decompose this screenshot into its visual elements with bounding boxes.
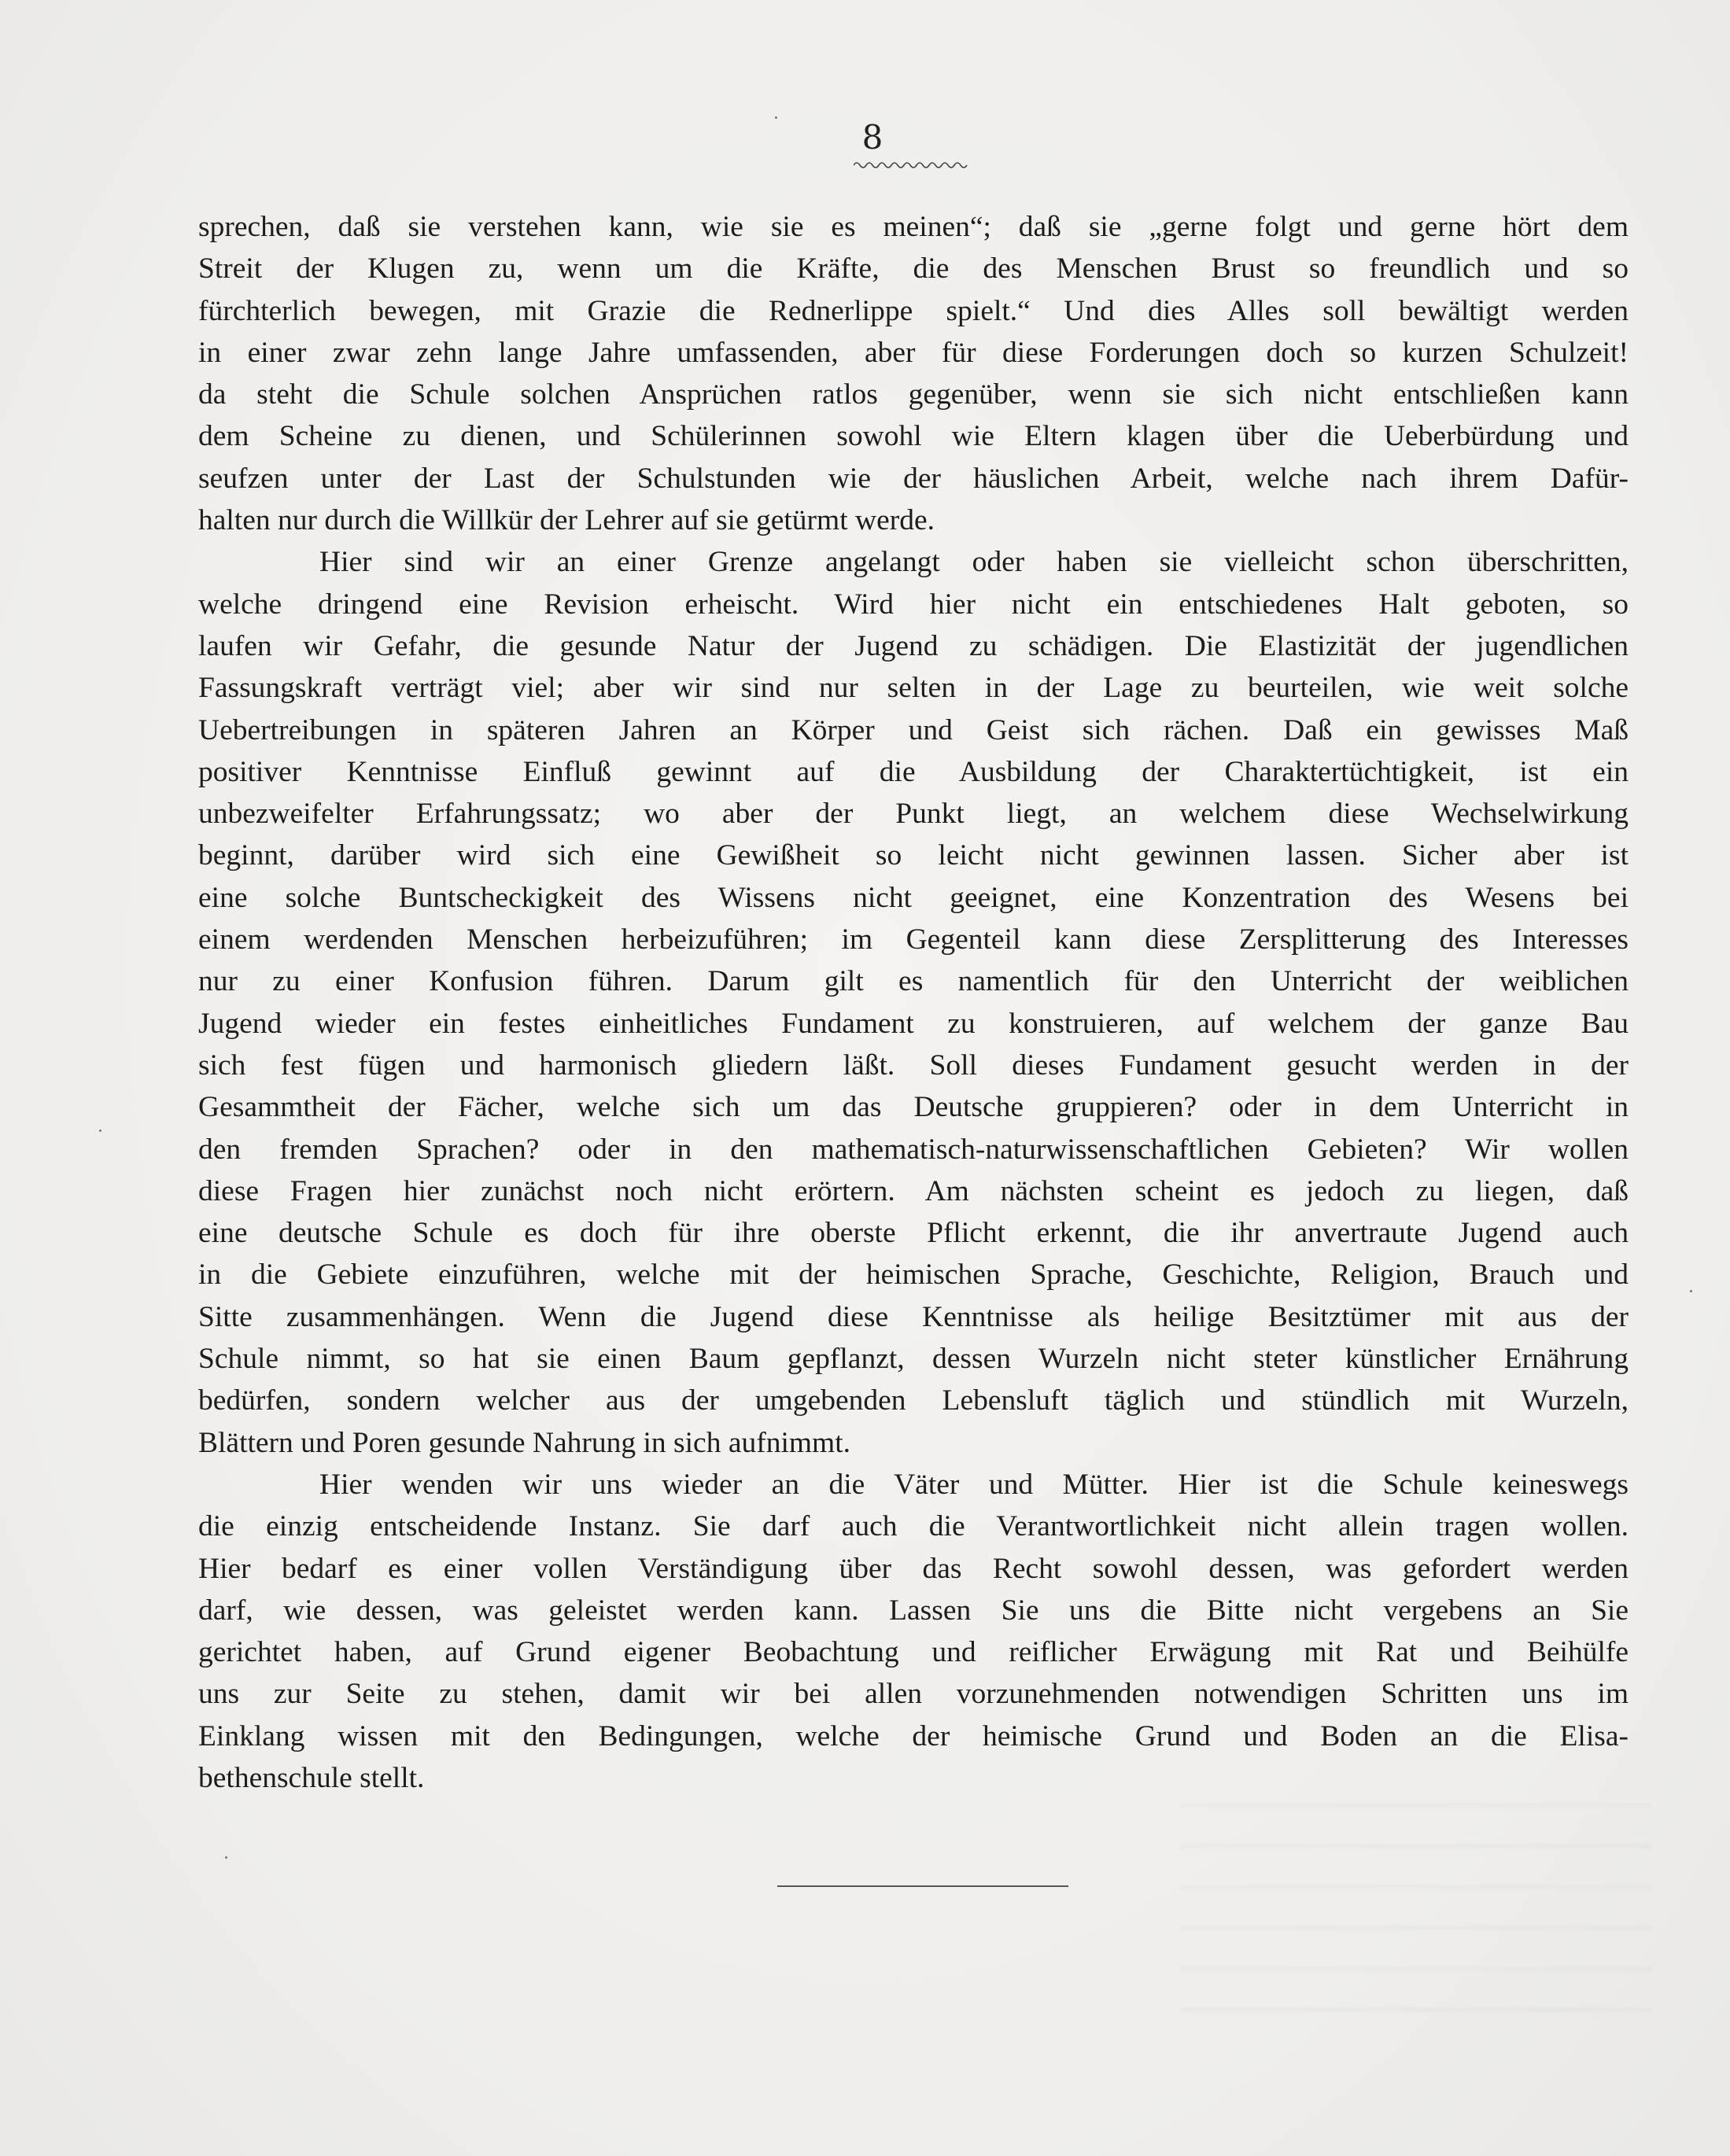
text-line: den fremden Sprachen? oder in den mathematisch-naturwissenschaftlichen Gebieten? Wir wollen: [198, 1133, 1629, 1166]
text-line: unbezweifelter Erfahrungssatz; wo aber der Punkt liegt, an welchem diese Wechselwirkung: [198, 798, 1629, 831]
text-line: Fassungskraft verträgt viel; aber wir sind nur selten in der Lage zu beurteilen, wie weit solche: [198, 672, 1629, 705]
show-through-texture: [1180, 1770, 1652, 2021]
closing-rule: [777, 1885, 1068, 1887]
text-line: bedürfen, sondern welcher aus der umgebenden Lebensluft täglich und stündlich mit Wurzeln,: [198, 1384, 1629, 1417]
text-line: gerichtet haben, auf Grund eigener Beobachtung und reiflicher Erwägung mit Rat und Beihülfe: [198, 1636, 1629, 1669]
text-line: dem Scheine zu dienen, und Schülerinnen sowohl wie Eltern klagen über die Ueberbürdung und: [198, 420, 1629, 453]
paragraph: [198, 1464, 1629, 1799]
text-line: die einzig entscheidende Instanz. Sie darf auch die Verantwortlichkeit nicht allein tragen wollen.: [198, 1510, 1629, 1543]
text-line: positiver Kenntnisse Einfluß gewinnt auf die Ausbildung der Charaktertüchtigkeit, ist ein: [198, 755, 1629, 788]
text-line: da steht die Schule solchen Ansprüchen ratlos gegenüber, wenn sie sich nicht entschließen kann: [198, 378, 1629, 411]
text-line: welche dringend eine Revision erheischt. Wird hier nicht ein entschiedenes Halt geboten, so: [198, 588, 1629, 621]
scan-speck: [99, 1130, 101, 1132]
body-text: [198, 206, 1629, 1799]
text-line: Blättern und Poren gesunde Nahrung in sich aufnimmt.: [198, 1426, 851, 1459]
text-line: einem werdenden Menschen herbeizuführen; im Gegenteil kann diese Zersplitterung des Interesses: [198, 923, 1629, 956]
text-line: bethenschule stellt.: [198, 1761, 425, 1794]
paragraph: [198, 206, 1629, 541]
text-line: Gesammtheit der Fächer, welche sich um das Deutsche gruppieren? oder in dem Unterricht in: [198, 1091, 1629, 1124]
text-line: Hier wenden wir uns wieder an die Väter und Mütter. Hier ist die Schule keineswegs: [319, 1468, 1629, 1501]
text-line: Hier bedarf es einer vollen Verständigung über das Recht sowohl dessen, was gefordert werden: [198, 1552, 1629, 1585]
page-number: 8: [861, 118, 883, 157]
text-line: Schule nimmt, so hat sie einen Baum gepflanzt, dessen Wurzeln nicht steter künstlicher Ernährung: [198, 1343, 1629, 1376]
text-line: in einer zwar zehn lange Jahre umfassenden, aber für diese Forderungen doch so kurzen Schulzeit!: [198, 336, 1629, 369]
text-line: nur zu einer Konfusion führen. Darum gilt es namentlich für den Unterricht der weiblichen: [198, 965, 1629, 998]
text-line: uns zur Seite zu stehen, damit wir bei allen vorzunehmenden notwendigen Schritten uns im: [198, 1678, 1629, 1711]
wavy-ornament: [854, 159, 968, 168]
text-line: seufzen unter der Last der Schulstunden wie der häuslichen Arbeit, welche nach ihrem Dafür-: [198, 462, 1629, 495]
text-line: Sitte zusammenhängen. Wenn die Jugend diese Kenntnisse als heilige Besitztümer mit aus der: [198, 1300, 1629, 1333]
text-line: Hier sind wir an einer Grenze angelangt oder haben sie vielleicht schon überschritten,: [319, 546, 1629, 579]
text-line: eine deutsche Schule es doch für ihre oberste Pflicht erkennt, die ihr anvertraute Jugend auch: [198, 1217, 1629, 1250]
text-line: diese Fragen hier zunächst noch nicht erörtern. Am nächsten scheint es jedoch zu liegen, daß: [198, 1174, 1629, 1207]
text-line: in die Gebiete einzuführen, welche mit der heimischen Sprache, Geschichte, Religion, Brauch und: [198, 1259, 1629, 1292]
text-line: Uebertreibungen in späteren Jahren an Körper und Geist sich rächen. Daß ein gewisses Maß: [198, 713, 1629, 746]
text-line: sprechen, daß sie verstehen kann, wie sie es meinen“; daß sie „gerne folgt und gerne hört dem: [198, 211, 1629, 243]
scan-speck: [1690, 1290, 1692, 1292]
paragraph: [198, 541, 1629, 1464]
text-line: darf, wie dessen, was geleistet werden kann. Lassen Sie uns die Bitte nicht vergebens an Sie: [198, 1594, 1629, 1627]
text-line: laufen wir Gefahr, die gesunde Natur der Jugend zu schädigen. Die Elastizität der jugendlichen: [198, 629, 1629, 662]
text-line: Jugend wieder ein festes einheitliches Fundament zu konstruieren, auf welchem der ganze Bau: [198, 1007, 1629, 1040]
text-line: beginnt, darüber wird sich eine Gewißheit so leicht nicht gewinnen lassen. Sicher aber ist: [198, 839, 1629, 872]
text-line: Einklang wissen mit den Bedingungen, welche der heimische Grund und Boden an die Elisa-: [198, 1719, 1629, 1752]
text-line: sich fest fügen und harmonisch gliedern läßt. Soll dieses Fundament gesucht werden in der: [198, 1049, 1629, 1082]
text-line: Streit der Klugen zu, wenn um die Kräfte, die des Menschen Brust so freundlich und so: [198, 252, 1629, 286]
text-line: halten nur durch die Willkür der Lehrer auf sie getürmt werde.: [198, 504, 935, 537]
text-line: fürchterlich bewegen, mit Grazie die Rednerlippe spielt.“ Und dies Alles soll bewältigt werden: [198, 294, 1629, 327]
text-line: eine solche Buntscheckigkeit des Wissens nicht geeignet, eine Konzentration des Wesens bei: [198, 881, 1629, 914]
scan-speck: [775, 116, 777, 119]
scan-speck: [225, 1856, 227, 1859]
